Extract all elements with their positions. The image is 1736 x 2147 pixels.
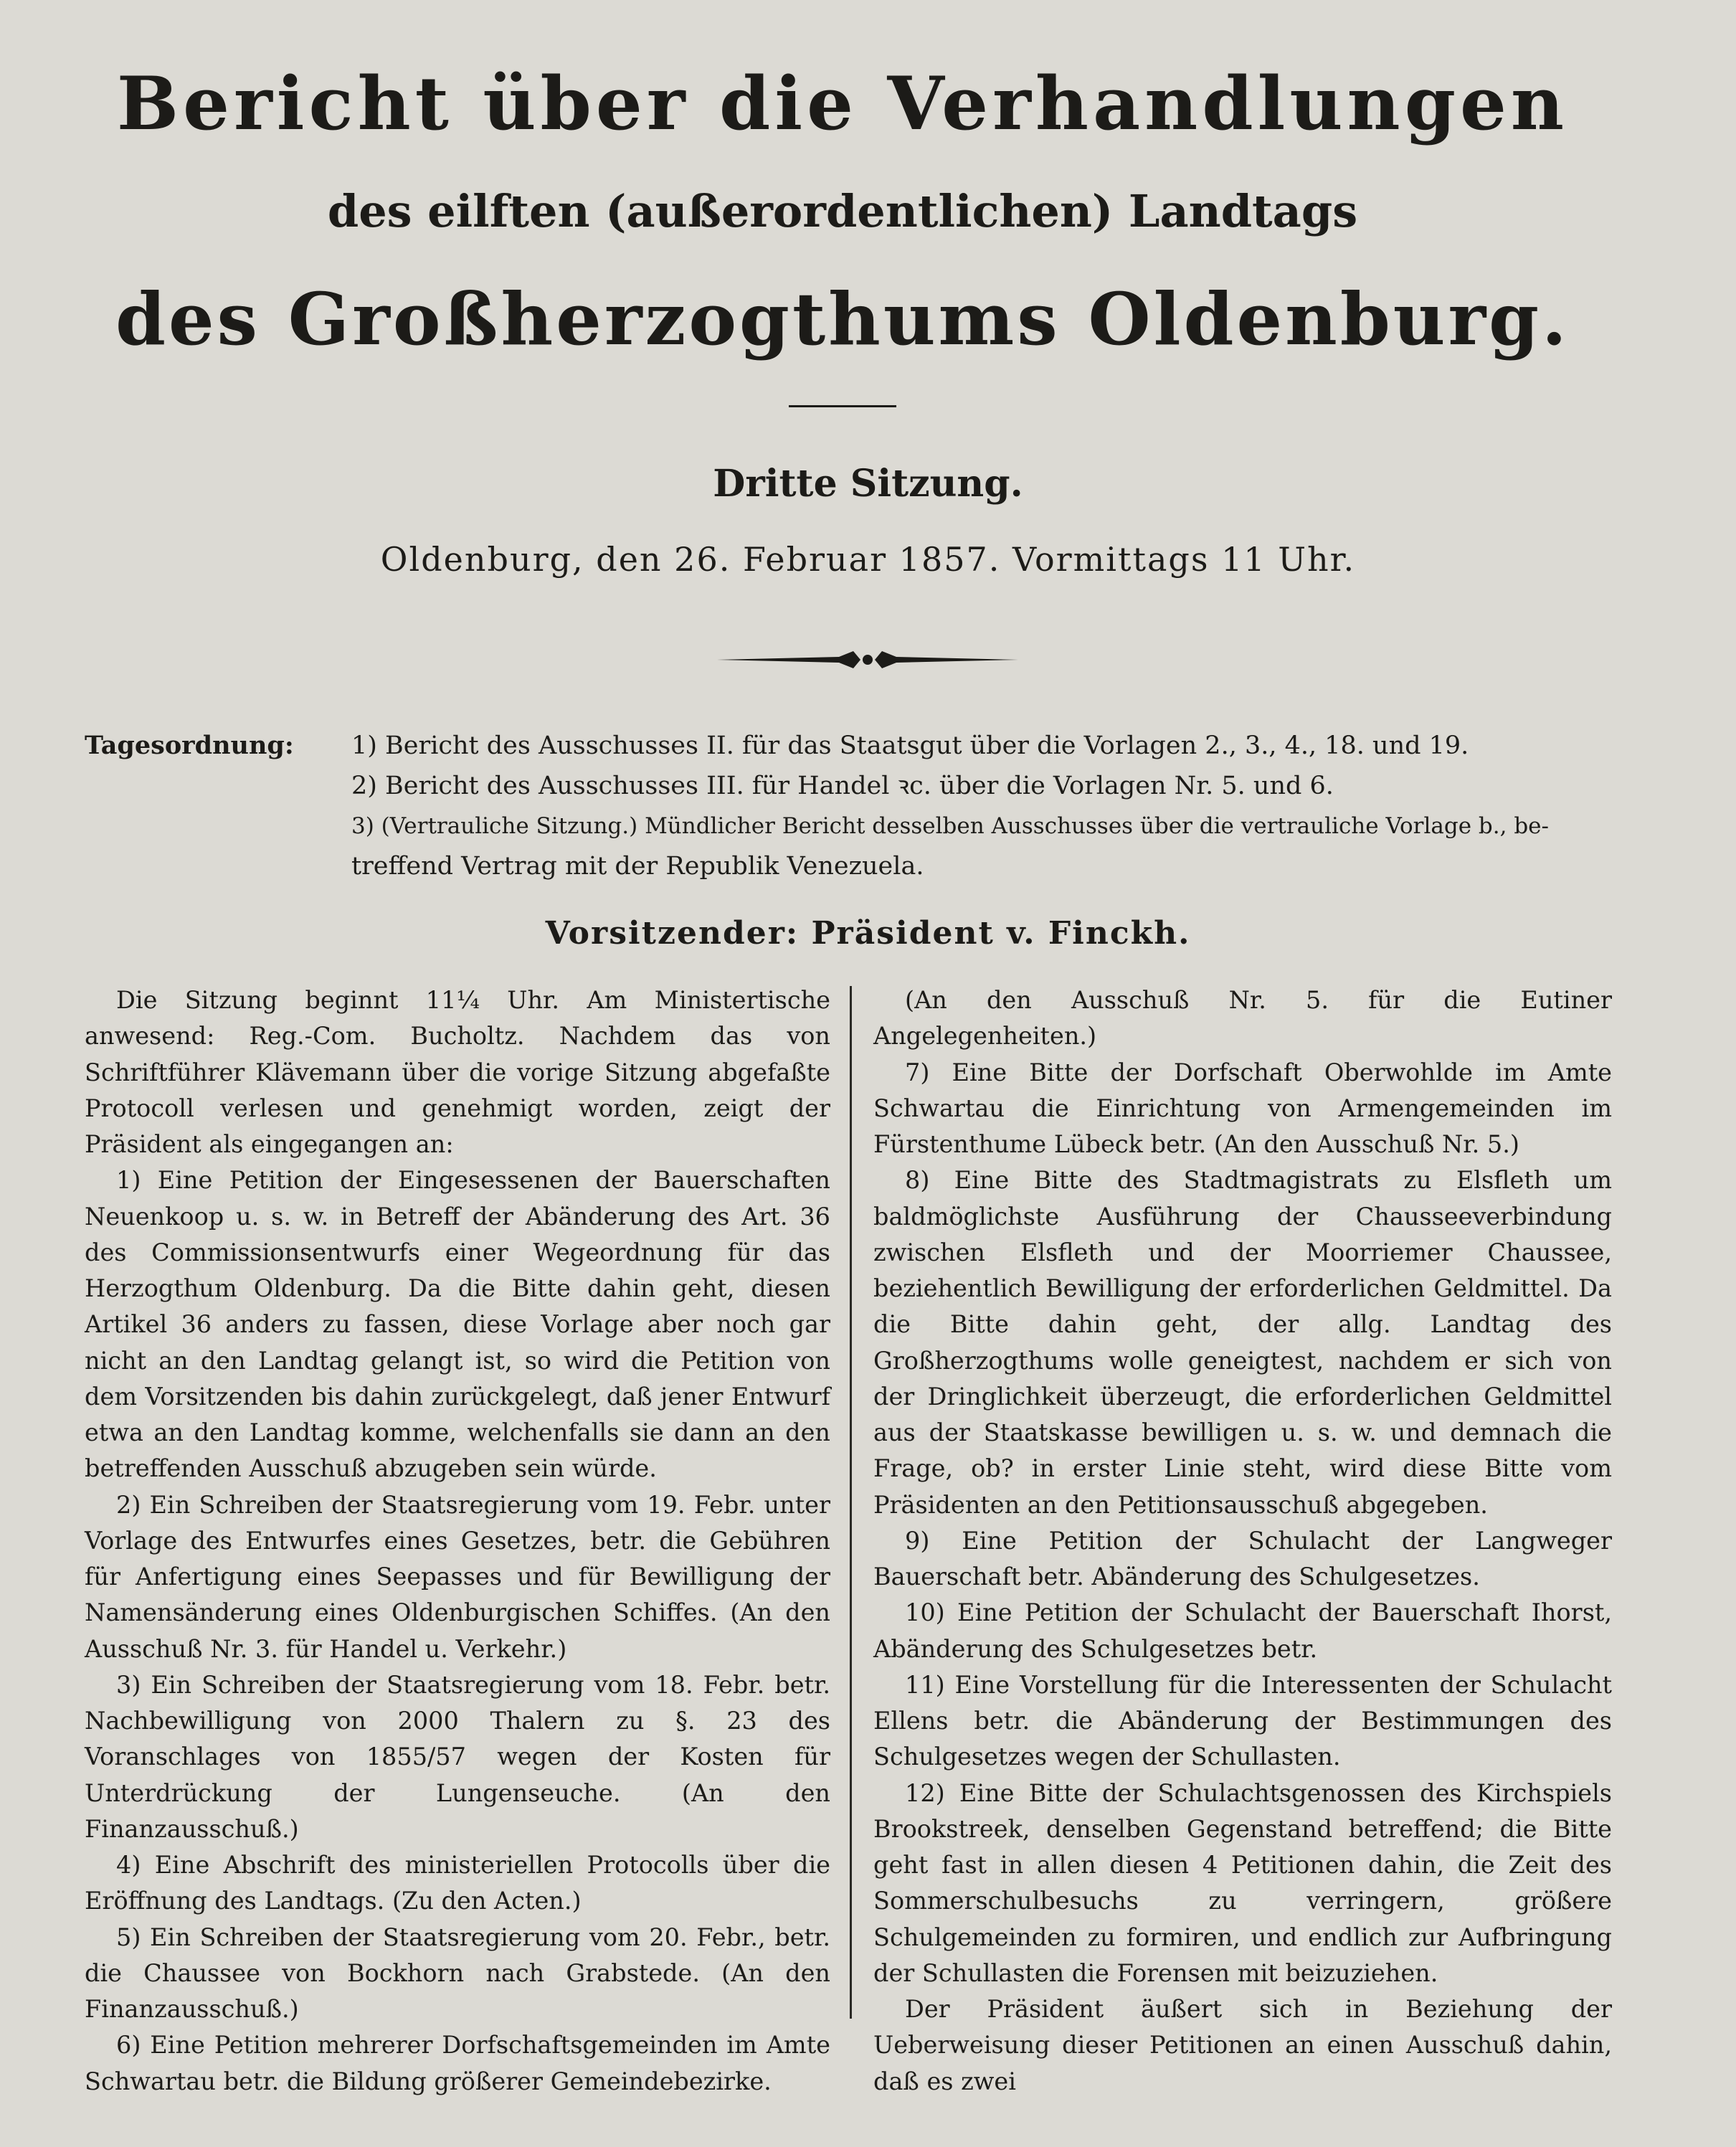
paragraph: 8) Eine Bitte des Stadtmagistrats zu Elsfleth um baldmöglichste Ausführung der Chausseeverbindung zwischen Elsfleth und der Moorriemer Chaussee, beziehentlich Bewilligung der erforderlichen Geldmittel. Da die Bitte dahin geht, der allg. Landtag des Großherzogthums wolle geneigtest, nachdem er sich von der Dringlichkeit überzeugt, die erforderlichen Geldmittel aus der Staatskasse bewilligen u. s. w. und demnach die Frage, ob? in erster Linie steht, wird diese Bitte vom Präsidenten an den Petitionsausschuß abgegeben. (873, 1166, 1612, 1519)
agenda-continuation: treffend Vertrag mit der Republik Venezuela. (351, 852, 924, 881)
title-rule (789, 405, 896, 407)
paragraph: 4) Eine Abschrift des ministeriellen Protocolls über die Eröffnung des Landtags. (Zu den Acten.) (85, 1851, 830, 1915)
place-date-line: Oldenburg, den 26. Februar 1857. Vormittags 11 Uhr. (380, 540, 1356, 579)
paragraph: 12) Eine Bitte der Schulachtsgenossen des Kirchspiels Brookstreek, denselben Gegenstand betreffend; die Bitte geht fast in allen diesen 4 Petitionen dahin, die Zeit des Sommerschulbesuchs zu verringern, größere Schulgemeinden zu formiren, und endlich zur Aufbringung der Schullasten die Forensen mit beizuziehen. (873, 1778, 1612, 1987)
agenda-item: 2) Bericht des Ausschusses III. für Handel ꝛc. über die Vorlagen Nr. 5. und 6. (351, 772, 1334, 800)
column-divider (850, 986, 852, 2019)
session-heading: Dritte Sitzung. (713, 462, 1023, 506)
paragraph: Die Sitzung beginnt 11¼ Uhr. Am Ministertische anwesend: Reg.-Com. Bucholtz. Nachdem das von Schriftführer Klävemann über die vorige Sitzung abgefaßte Protocoll verlesen und genehmigt worden, zeigt der Präsident als eingegangen an: (85, 986, 830, 1158)
agenda-row (85, 806, 1583, 846)
agenda (85, 726, 1583, 886)
paragraph: (An den Ausschuß Nr. 5. für die Eutiner Angelegenheiten.) (873, 986, 1612, 1051)
title-line-2: des eilften (außerordentlichen) Landtags (327, 185, 1358, 237)
agenda-row (85, 766, 1583, 806)
paragraph: 7) Eine Bitte der Dorfschaft Oberwohlde im Amte Schwartau die Einrichtung von Armengemeinden im Fürstenthume Lübeck betr. (An den Ausschuß Nr. 5.) (873, 1058, 1612, 1158)
agenda-item: 3) (Vertrauliche Sitzung.) Mündlicher Bericht desselben Ausschusses über die vertrauliche Vorlage b., be- (351, 813, 1550, 839)
paragraph: 10) Eine Petition der Schulacht der Bauerschaft Ihorst, Abänderung des Schulgesetzes betr. (873, 1598, 1612, 1663)
agenda-item: 1) Bericht des Ausschusses II. für das Staatsgut über die Vorlagen 2., 3., 4., 18. und 19. (351, 731, 1469, 760)
agenda-row (85, 846, 1583, 886)
paragraph: 9) Eine Petition der Schulacht der Langweger Bauerschaft betr. Abänderung des Schulgesetzes. (873, 1526, 1612, 1591)
left-column (85, 982, 830, 2100)
title-line-1: Bericht über die Verhandlungen (116, 61, 1569, 147)
paragraph: 5) Ein Schreiben der Staatsregierung vom 20. Febr., betr. die Chaussee von Bockhorn nach Grabstede. (An den Finanzausschuß.) (85, 1923, 830, 2023)
paragraph: Der Präsident äußert sich in Beziehung der Ueberweisung dieser Petitionen an einen Ausschuß dahin, daß es zwei (873, 1995, 1612, 2095)
paragraph: 6) Eine Petition mehrerer Dorfschaftsgemeinden im Amte Schwartau betr. die Bildung größerer Gemeindebezirke. (85, 2031, 830, 2095)
ornament-divider-icon (717, 645, 1018, 674)
paragraph: 1) Eine Petition der Eingesessenen der Bauerschaften Neuenkoop u. s. w. in Betreff der Abänderung des Art. 36 des Commissionsentwurfs einer Wegeordnung für das Herzogthum Oldenburg. Da die Bitte dahin geht, diesen Artikel 36 anders zu fassen, diese Vorlage aber noch gar nicht an den Landtag gelangt ist, so wird die Petition von dem Vorsitzenden bis dahin zurückgelegt, daß jener Entwurf etwa an den Landtag komme, welchenfalls sie dann an den betreffenden Ausschuß abzugeben sein würde. (85, 1166, 830, 1483)
paragraph: 2) Ein Schreiben der Staatsregierung vom 19. Febr. unter Vorlage des Entwurfes eines Gesetzes, betr. die Gebühren für Anfertigung eines Seepasses und für Bewilligung der Namensänderung eines Oldenburgischen Schiffes. (An den Ausschuß Nr. 3. für Handel u. Verkehr.) (85, 1490, 830, 1663)
agenda-row (85, 726, 1583, 766)
chair-line: Vorsitzender: Präsident v. Finckh. (545, 915, 1191, 952)
paragraph: 11) Eine Vorstellung für die Interessenten der Schulacht Ellens betr. die Abänderung der Bestimmungen des Schulgesetzes wegen der Schullasten. (873, 1670, 1612, 1771)
title-line-3: des Großherzogthums Oldenburg. (115, 277, 1570, 361)
agenda-label: Tagesordnung: (85, 731, 294, 760)
right-column (873, 982, 1612, 2100)
paragraph: 3) Ein Schreiben der Staatsregierung vom 18. Febr. betr. Nachbewilligung von 2000 Thalern zu §. 23 des Voranschlages von 1855/57 wegen der Kosten für Unterdrückung der Lungenseuche. (An den Finanzausschuß.) (85, 1670, 830, 1843)
